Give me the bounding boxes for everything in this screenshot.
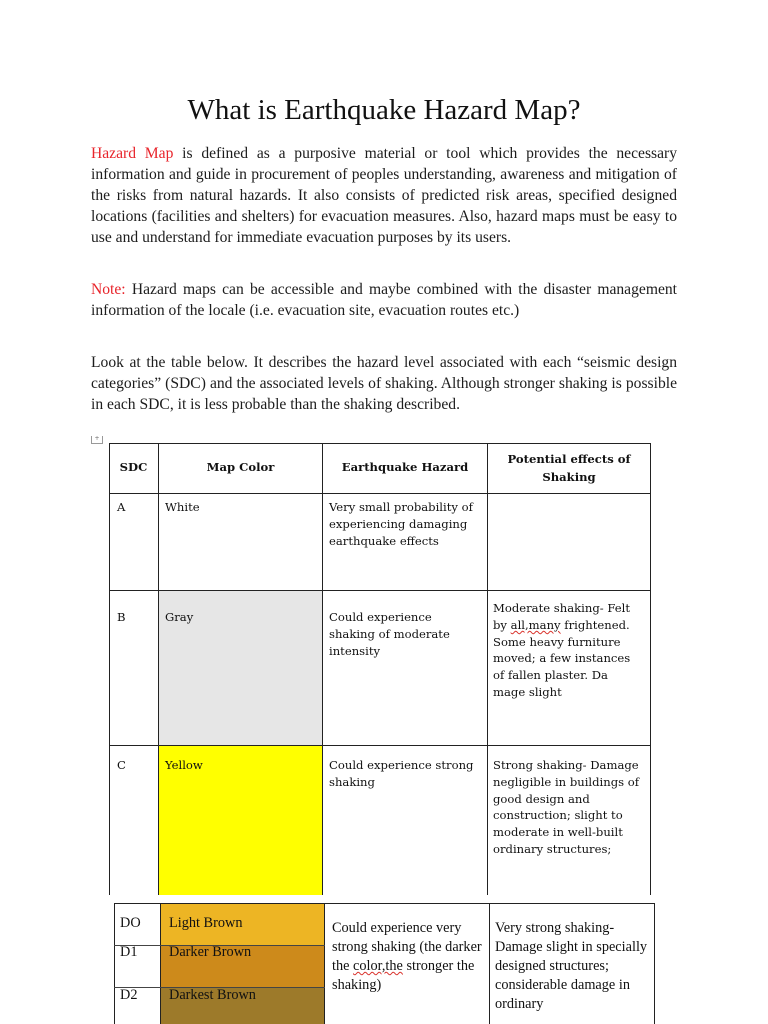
- row-b-effects-c: frightened. Some heavy furniture moved; a few instances of fallen plaster. Da mage slight: [493, 617, 631, 699]
- sdc-table: [109, 443, 651, 895]
- row-c-hazard: Could experience strong shaking: [329, 758, 474, 789]
- row-c-sdc: C: [117, 758, 126, 772]
- row-d0-color: Light Brown: [169, 915, 243, 931]
- page-title: What is Earthquake Hazard Map?: [187, 94, 581, 126]
- row-d-hazard-b: color,the: [353, 958, 403, 974]
- note-paragraph: [91, 279, 677, 321]
- header-sdc: SDC: [119, 460, 148, 474]
- row-d-hazard-a: Could experience very strong shaking (the darker the: [332, 920, 482, 974]
- note-text: Hazard maps can be accessible and maybe combined with the disaster management information of the locale (i.e. evacuation site, evacuation routes etc.): [91, 281, 677, 319]
- row-b-effects: [493, 600, 643, 701]
- sdc-table-continued: [114, 903, 655, 1024]
- hazard-map-term: Hazard Map: [91, 145, 174, 162]
- row-b-effects-a: Moderate shaking- Felt by: [493, 601, 630, 632]
- look-paragraph: Look at the table below. It describes the hazard level associated with each “seismic design categories” (SDC) and the associated levels of shaking. Although stronger shaking is possible in each SDC, it is less probable than the shaking described.: [91, 354, 677, 413]
- note-label: Note:: [91, 281, 126, 298]
- row-d1-color: Darker Brown: [169, 944, 252, 960]
- row-d-effects: Very strong shaking- Damage slight in specially designed structures; considerable damage in ordinary: [495, 920, 648, 1012]
- header-map-color: Map Color: [206, 460, 275, 474]
- intro-text: is defined as a purposive material or tool which provides the necessary information and guide in procurement of peoples understanding, awareness and mitigation of the risks from natural hazards. It also consists of predicted risk areas, specified designed locations (facilities and shelters) for evacuation measures. Also, hazard maps must be easy to use and understand for immediate evacuation purposes by its users.: [91, 145, 677, 246]
- header-potential-effects: Potential effects of Shaking: [507, 452, 631, 484]
- intro-paragraph: [91, 143, 677, 248]
- table-anchor-icon: +: [91, 436, 103, 444]
- row-a-hazard: Very small probability of experiencing damaging earthquake effects: [329, 500, 473, 548]
- row-b-hazard: Could experience shaking of moderate intensity: [329, 610, 450, 658]
- header-earthquake-hazard: Earthquake Hazard: [341, 460, 469, 474]
- row-d0-sdc: DO: [120, 915, 141, 931]
- row-a-color: White: [165, 500, 200, 514]
- row-d-hazard: [332, 919, 487, 995]
- row-d2-sdc: D2: [120, 987, 138, 1003]
- row-b-color: Gray: [165, 610, 194, 624]
- row-a-sdc: A: [117, 500, 126, 514]
- row-d-hazard-c: stronger the shaking): [332, 958, 475, 993]
- row-c-effects: Strong shaking- Damage negligible in buildings of good design and construction; slight to moderate in well-built ordinary structures;: [493, 758, 640, 856]
- row-b-effects-b: all,many: [510, 617, 561, 632]
- row-d1-sdc: D1: [120, 944, 138, 960]
- row-d2-color: Darkest Brown: [169, 987, 256, 1003]
- row-c-color: Yellow: [165, 758, 203, 772]
- row-b-sdc: B: [117, 610, 126, 624]
